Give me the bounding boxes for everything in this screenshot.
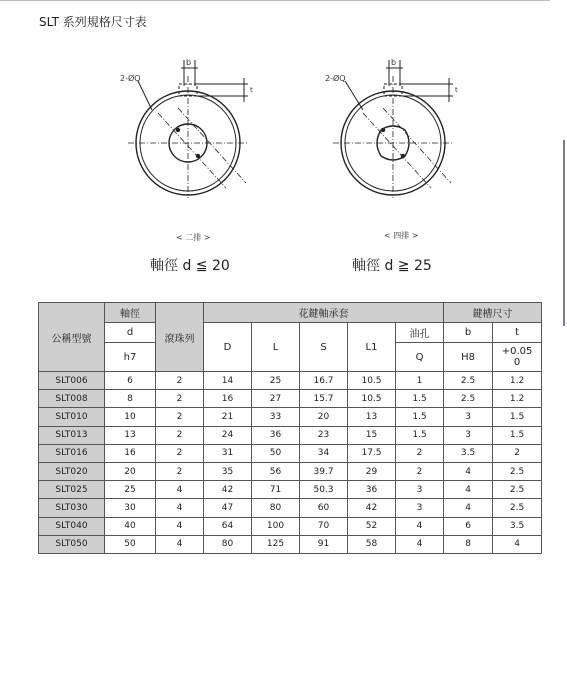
header-L: L xyxy=(252,323,300,372)
cell-model: SLT030 xyxy=(39,499,105,517)
cell-d: 21 xyxy=(204,408,252,426)
spec-table xyxy=(38,302,542,554)
cell-s: 50.3 xyxy=(300,481,348,499)
cell-q: 3 xyxy=(396,481,444,499)
header-oil: 油孔 xyxy=(396,323,444,343)
cell-d: 16 xyxy=(204,390,252,408)
cell-model: SLT010 xyxy=(39,408,105,426)
two-row-drawing xyxy=(118,48,288,198)
cell-b: 3 xyxy=(444,408,493,426)
cell-balls: 2 xyxy=(156,372,204,390)
cell-s: 20 xyxy=(300,408,348,426)
cell-q: 4 xyxy=(396,535,444,553)
header-keyway: 鍵槽尺寸 xyxy=(444,303,542,323)
cell-model: SLT050 xyxy=(39,535,105,553)
diagram-four-row xyxy=(323,48,493,198)
cell-balls: 2 xyxy=(156,426,204,444)
cell-balls: 4 xyxy=(156,499,204,517)
cell-b: 2.5 xyxy=(444,372,493,390)
cell-model: SLT016 xyxy=(39,444,105,462)
cell-t: 1.5 xyxy=(493,426,542,444)
cell-l: 50 xyxy=(252,444,300,462)
cell-d: 80 xyxy=(204,535,252,553)
table-row xyxy=(39,481,542,499)
side-marker xyxy=(563,140,565,326)
cell-l1: 15 xyxy=(348,426,396,444)
cell-d: 64 xyxy=(204,517,252,535)
cell-q: 2 xyxy=(396,462,444,480)
header-oil-q: Q xyxy=(396,343,444,372)
cell-q: 1.5 xyxy=(396,426,444,444)
caption-four-row: 軸徑 d ≧ 25 xyxy=(352,258,432,274)
cell-d: 14 xyxy=(204,372,252,390)
b-label: b xyxy=(391,58,397,67)
cell-balls: 2 xyxy=(156,462,204,480)
diagram-name-four-row: < 四排 > xyxy=(384,231,419,240)
table-row xyxy=(39,535,542,553)
cell-d: 50 xyxy=(105,535,156,553)
cell-b: 4 xyxy=(444,481,493,499)
cell-model: SLT025 xyxy=(39,481,105,499)
cell-d: 16 xyxy=(105,444,156,462)
header-spline: 花鍵軸承套 xyxy=(204,303,444,323)
header-shaft: 軸徑 xyxy=(105,303,156,323)
caption-two-row: 軸徑 d ≦ 20 xyxy=(150,258,230,274)
cell-model: SLT006 xyxy=(39,372,105,390)
cell-s: 91 xyxy=(300,535,348,553)
cell-l: 100 xyxy=(252,517,300,535)
cell-q: 4 xyxy=(396,517,444,535)
header-S: S xyxy=(300,323,348,372)
cell-l: 71 xyxy=(252,481,300,499)
cell-t: 3.5 xyxy=(493,517,542,535)
cell-model: SLT013 xyxy=(39,426,105,444)
diagram-two-row xyxy=(118,48,288,198)
header-shaft-tol: h7 xyxy=(105,343,156,372)
cell-b: 3 xyxy=(444,426,493,444)
cell-q: 1 xyxy=(396,372,444,390)
page-title: SLT 系列規格尺寸表 xyxy=(39,15,147,29)
table-row xyxy=(39,462,542,480)
cell-d: 13 xyxy=(105,426,156,444)
header-shaft-d: d xyxy=(105,323,156,343)
cell-d: 8 xyxy=(105,390,156,408)
diagram-name-two-row: < 二排 > xyxy=(176,233,211,242)
cell-d: 30 xyxy=(105,499,156,517)
cell-q: 3 xyxy=(396,499,444,517)
cell-l1: 58 xyxy=(348,535,396,553)
t-label: t xyxy=(250,86,253,94)
table-row xyxy=(39,390,542,408)
cell-t: 1.5 xyxy=(493,408,542,426)
header-b-tol: H8 xyxy=(444,343,493,372)
table-row xyxy=(39,517,542,535)
cell-model: SLT008 xyxy=(39,390,105,408)
cell-d: 40 xyxy=(105,517,156,535)
cell-balls: 2 xyxy=(156,408,204,426)
cell-q: 2 xyxy=(396,444,444,462)
cell-l: 33 xyxy=(252,408,300,426)
cell-d: 24 xyxy=(204,426,252,444)
cell-s: 60 xyxy=(300,499,348,517)
cell-balls: 4 xyxy=(156,481,204,499)
cell-l1: 52 xyxy=(348,517,396,535)
cell-b: 2.5 xyxy=(444,390,493,408)
cell-d: 31 xyxy=(204,444,252,462)
cell-balls: 2 xyxy=(156,444,204,462)
cell-model: SLT040 xyxy=(39,517,105,535)
cell-d: 6 xyxy=(105,372,156,390)
t-label: t xyxy=(455,86,458,94)
cell-t: 2.5 xyxy=(493,481,542,499)
table-row xyxy=(39,372,542,390)
cell-balls: 4 xyxy=(156,535,204,553)
header-model: 公稱型號 xyxy=(39,303,105,372)
cell-l: 36 xyxy=(252,426,300,444)
table-row xyxy=(39,426,542,444)
header-b: b xyxy=(444,323,493,343)
cell-s: 39.7 xyxy=(300,462,348,480)
cell-t: 2 xyxy=(493,444,542,462)
cell-balls: 2 xyxy=(156,390,204,408)
cell-q: 1.5 xyxy=(396,390,444,408)
cell-s: 15.7 xyxy=(300,390,348,408)
cell-l1: 10.5 xyxy=(348,372,396,390)
header-L1: L1 xyxy=(348,323,396,372)
cell-l: 56 xyxy=(252,462,300,480)
cell-t: 2.5 xyxy=(493,462,542,480)
cell-b: 3.5 xyxy=(444,444,493,462)
cell-l1: 10.5 xyxy=(348,390,396,408)
cell-t: 4 xyxy=(493,535,542,553)
cell-d: 42 xyxy=(204,481,252,499)
cell-l: 80 xyxy=(252,499,300,517)
cell-s: 70 xyxy=(300,517,348,535)
cell-b: 4 xyxy=(444,499,493,517)
q-label: 2-ØQ xyxy=(325,74,346,83)
table-row xyxy=(39,408,542,426)
cell-l1: 42 xyxy=(348,499,396,517)
cell-d: 10 xyxy=(105,408,156,426)
cell-l: 125 xyxy=(252,535,300,553)
header-t-tol: +0.05 0 xyxy=(493,343,542,372)
cell-t: 1.2 xyxy=(493,372,542,390)
cell-l1: 13 xyxy=(348,408,396,426)
top-divider xyxy=(0,0,550,1)
header-D: D xyxy=(204,323,252,372)
header-balls: 滾珠列 xyxy=(156,303,204,372)
b-label: b xyxy=(186,58,192,67)
cell-d: 25 xyxy=(105,481,156,499)
cell-t: 1.2 xyxy=(493,390,542,408)
table-row xyxy=(39,444,542,462)
cell-d: 20 xyxy=(105,462,156,480)
cell-l: 25 xyxy=(252,372,300,390)
cell-s: 23 xyxy=(300,426,348,444)
cell-s: 16.7 xyxy=(300,372,348,390)
cell-l1: 17.5 xyxy=(348,444,396,462)
cell-d: 35 xyxy=(204,462,252,480)
cell-d: 47 xyxy=(204,499,252,517)
cell-b: 6 xyxy=(444,517,493,535)
cell-t: 2.5 xyxy=(493,499,542,517)
cell-l1: 29 xyxy=(348,462,396,480)
cell-balls: 4 xyxy=(156,517,204,535)
four-row-drawing xyxy=(323,48,493,198)
table-row xyxy=(39,499,542,517)
header-t: t xyxy=(493,323,542,343)
cell-b: 8 xyxy=(444,535,493,553)
cell-l1: 36 xyxy=(348,481,396,499)
cell-s: 34 xyxy=(300,444,348,462)
q-label: 2-ØQ xyxy=(120,74,141,83)
cell-model: SLT020 xyxy=(39,462,105,480)
cell-l: 27 xyxy=(252,390,300,408)
cell-q: 1.5 xyxy=(396,408,444,426)
cell-b: 4 xyxy=(444,462,493,480)
